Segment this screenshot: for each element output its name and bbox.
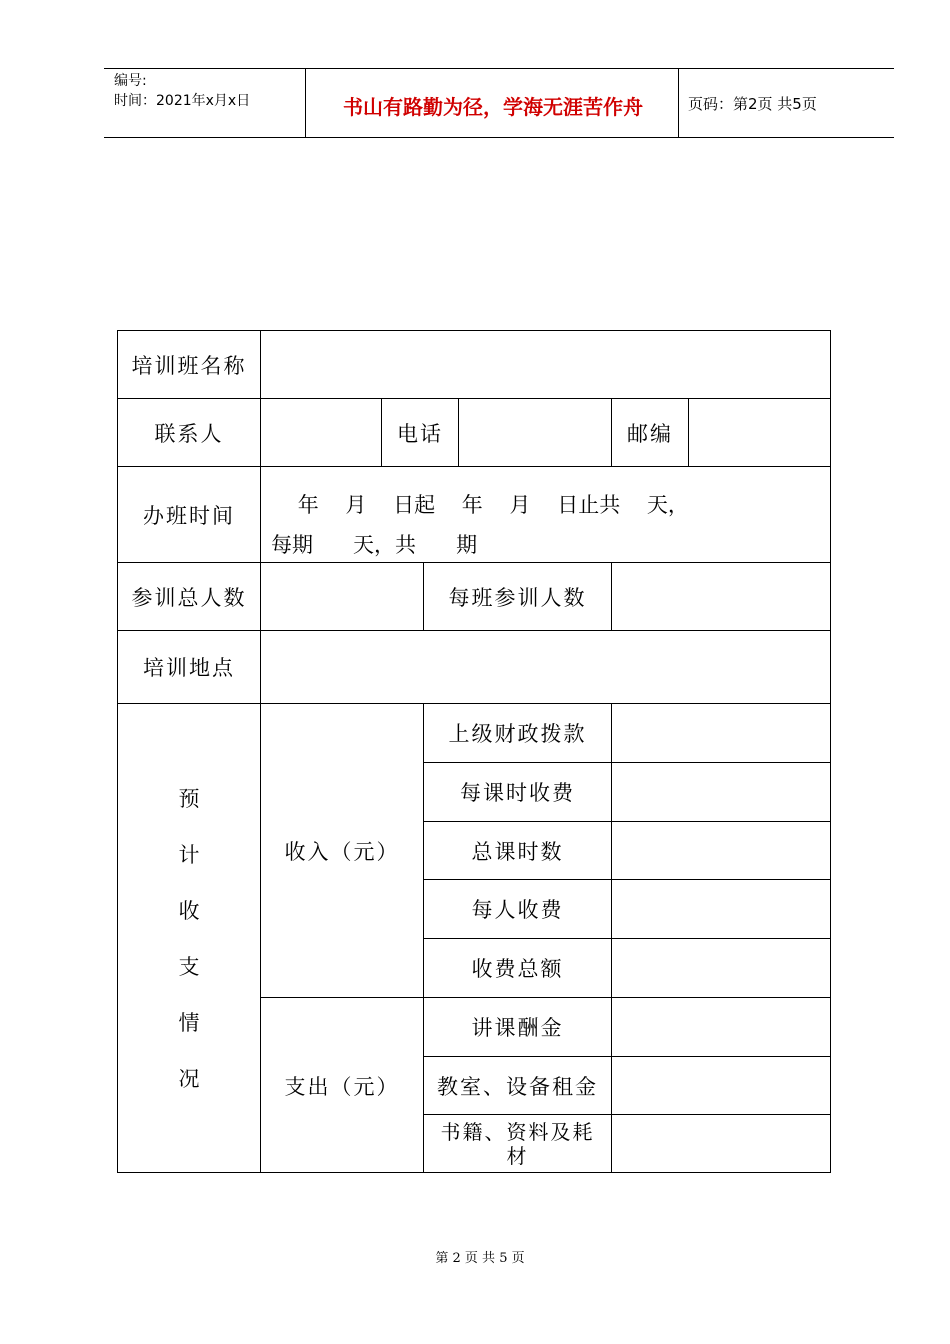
class-time-label: 办班时间	[117, 466, 260, 562]
expense-label: 支出（元）	[260, 997, 423, 1173]
contact-field[interactable]	[260, 398, 381, 466]
expense-item-label: 书籍、资料及耗材	[423, 1114, 611, 1173]
training-name-field[interactable]	[260, 330, 831, 398]
postcode-field[interactable]	[688, 398, 831, 466]
income-item-field[interactable]	[611, 703, 831, 762]
training-budget-form	[117, 330, 831, 1173]
number-label: 编号:	[114, 73, 147, 89]
per-class-trainees-label: 每班参训人数	[423, 562, 611, 630]
budget-label-char: 支	[178, 954, 200, 979]
class-time-line1: 年 月 日起 年 月 日止共 天，	[271, 493, 689, 517]
class-time-text	[261, 467, 699, 565]
budget-label-char: 情	[178, 1010, 200, 1035]
budget-label	[117, 703, 260, 1173]
income-item-field[interactable]	[611, 879, 831, 938]
header-motto: 书山有路勤为径，学海无涯苦作舟	[343, 95, 643, 119]
expense-item-field[interactable]	[611, 1114, 831, 1173]
training-name-label: 培训班名称	[117, 330, 260, 398]
budget-label-char: 况	[178, 1066, 200, 1091]
expense-item-label: 教室、设备租金	[423, 1056, 611, 1114]
income-item-field[interactable]	[611, 938, 831, 997]
total-trainees-label: 参训总人数	[117, 562, 260, 630]
postcode-label: 邮编	[611, 398, 688, 466]
expense-item-field[interactable]	[611, 1056, 831, 1114]
expense-item-label: 讲课酬金	[423, 997, 611, 1056]
header-meta	[114, 71, 250, 111]
expense-item-field[interactable]	[611, 997, 831, 1056]
header-divider	[678, 69, 679, 137]
class-time-field[interactable]	[260, 466, 831, 562]
class-time-line2: 每期 天，共 期	[271, 533, 478, 557]
income-label: 收入（元）	[260, 703, 423, 997]
budget-label-char: 收	[178, 898, 200, 923]
income-item-label: 收费总额	[423, 938, 611, 997]
page-header	[104, 68, 894, 138]
contact-label: 联系人	[117, 398, 260, 466]
page-footer: 第 2 页 共 5 页	[435, 1251, 525, 1266]
total-trainees-field[interactable]	[260, 562, 423, 630]
location-field[interactable]	[260, 630, 831, 703]
income-item-field[interactable]	[611, 762, 831, 821]
income-item-label: 上级财政拨款	[423, 703, 611, 762]
time-label: 时间：2021年x月x日	[114, 93, 251, 109]
budget-label-char: 计	[178, 842, 200, 867]
income-item-label: 每课时收费	[423, 762, 611, 821]
income-item-label: 每人收费	[423, 879, 611, 938]
location-label: 培训地点	[117, 630, 260, 703]
income-item-label: 总课时数	[423, 821, 611, 879]
table-border-right	[830, 330, 831, 1173]
table-border-bottom	[117, 1172, 831, 1173]
header-page-info: 页码：第2页 共5页	[688, 95, 817, 113]
income-item-field[interactable]	[611, 821, 831, 879]
per-class-trainees-field[interactable]	[611, 562, 831, 630]
budget-label-char: 预	[178, 786, 200, 811]
phone-label: 电话	[381, 398, 458, 466]
phone-field[interactable]	[458, 398, 611, 466]
